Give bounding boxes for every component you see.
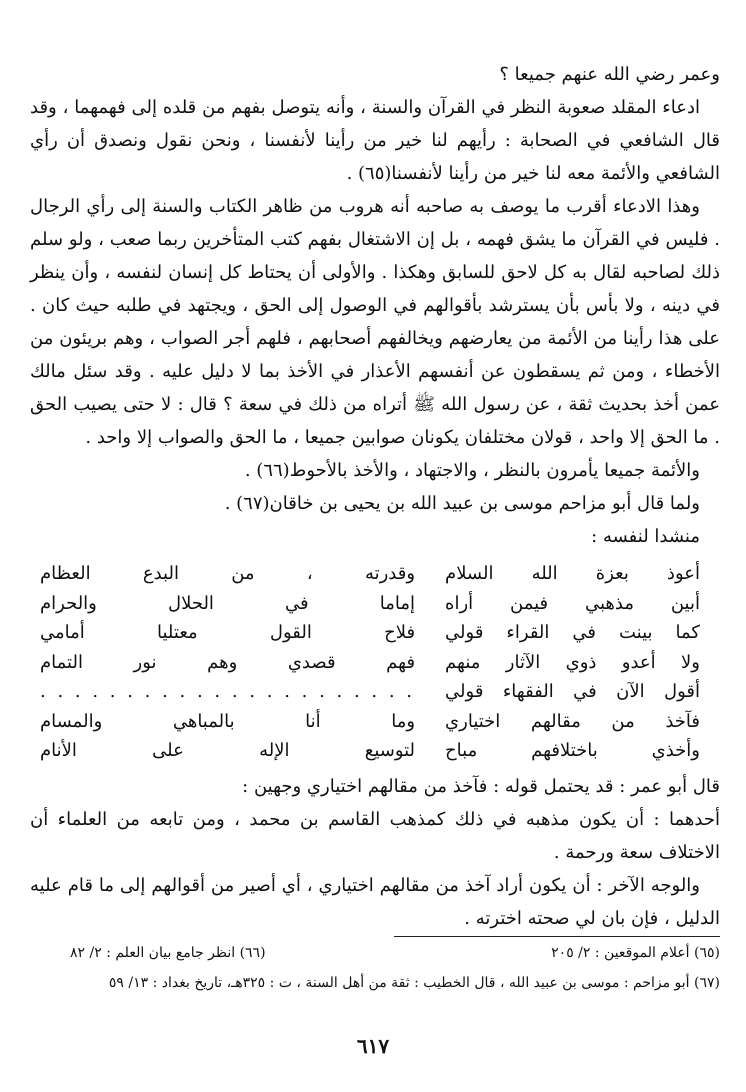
paragraph-imams: والأئمة جميعا يأمرون بالنظر ، والاجتهاد ، والأخذ بالأحوط(٦٦) . bbox=[244, 460, 700, 481]
poem bbox=[40, 559, 700, 766]
verse-line: أعوذ بعزة الله السلام bbox=[445, 563, 700, 584]
verse-line: كما بينت في القراء قولي bbox=[445, 622, 700, 643]
footnote-65: (٦٥) أعلام الموقعين : ٢/ ٢٠٥ bbox=[551, 945, 720, 961]
paragraph-recitation: منشدا لنفسه : bbox=[591, 526, 700, 547]
verse-line: لتوسيع الإله على الأنام bbox=[40, 740, 416, 761]
paragraph-abu-muzahim: ولما قال أبو مزاحم موسى بن عبيد الله بن يحيى بن خاقان(٦٧) . bbox=[224, 493, 700, 514]
paragraph-first-aspect: أحدهما : أن يكون مذهبه في ذلك كمذهب القاسم بن محمد ، ومن تابعه من العلماء أن الاختلاف سعة ورحمة . bbox=[30, 808, 720, 863]
poem-second-hemistichs bbox=[40, 559, 415, 766]
verse-line: فلاح القول معتليا أمامي bbox=[40, 622, 416, 643]
footnote-66: (٦٦) انظر جامع بيان العلم : ٢/ ٨٢ bbox=[70, 945, 266, 961]
verse-ellipsis: . . . . . . . . . . . . . . . . . . . . . . bbox=[40, 681, 416, 702]
paragraph-refutation: وهذا الادعاء أقرب ما يوصف به صاحبه أنه هروب من ظاهر الكتاب والسنة إلى رأي الرجال . فليس في القرآن ما يشق فهمه ، بل إن الاشتغال بفهم كتب المتأخرين ربما صعب ، ولو سلم ذلك لصاحبه لقال به كل لاحق للسابق وهكذا . والأولى أن يحتاط كل إنسان لنفسه ، وأن ينظر في دينه ، ولا بأس بأن يسترشد بأقوالهم في الوصول إلى الحق ، ويجتهد في طلبه حيث كان . على هذا رأينا من الأئمة من يعارضهم ويخالفهم أصحابهم ، فلهم أجر الصواب ، وهم بريئون من الأخطاء ، ومن ثم يسقطون عن أنفسهم الأعذار في الأخذ بما لا دليل عليه . وقد سئل مالك عمن أخذ بحديث ثقة ، عن رسول الله ﷺ أتراه من ذلك في سعة ؟ قال : لا حتى يصيب الحق . ما الحق إلا واحد ، قولان مختلفان يكونان صوابين جميعا ، ما الحق والصواب إلا واحد . bbox=[30, 196, 720, 448]
page-number: ٦١٧ bbox=[356, 1034, 390, 1058]
paragraph-claim: ادعاء المقلد صعوبة النظر في القرآن والسنة ، وأنه يتوصل بفهم من قلده إلى فهمهما ، وقد قال الشافعي في الصحابة : رأيهم لنا خير من رأينا لأنفسنا ، ونحن نقول ونصدق أن رأي الشافعي والأئمة معه لنا خير من رأينا لأنفسنا(٦٥) . bbox=[30, 97, 720, 184]
paragraph-second-aspect: والوجه الآخر : أن يكون أراد آخذ من مقالهم اختياري ، أي أصير من أقوالهم إلى ما قام عليه الدليل ، فإن بان لي صحته اخترته . bbox=[30, 874, 720, 929]
footnote-divider bbox=[394, 936, 720, 937]
verse-line: وأخذي باختلافهم مباح bbox=[445, 740, 700, 761]
verse-line: إماما في الحلال والحرام bbox=[40, 592, 416, 614]
verse-line: فهم قصدي وهم نور التمام bbox=[40, 651, 416, 673]
verse-line: ولا أعدو ذوي الآثار منهم bbox=[445, 651, 700, 673]
footnote-row bbox=[30, 938, 720, 968]
verse-line: وما أنا بالمباهي والمسام bbox=[40, 710, 416, 732]
paragraph-abu-umar: قال أبو عمر : قد يحتمل قوله : فآخذ من مقالهم اختياري وجهين : bbox=[242, 775, 720, 797]
page-body bbox=[30, 58, 720, 935]
verse-line: أبين مذهبي فيمن أراه bbox=[445, 592, 700, 614]
poem-first-hemistichs bbox=[445, 559, 700, 766]
verse-line: أقول الآن في الفقهاء قولي bbox=[445, 681, 700, 702]
paragraph-intro: وعمر رضي الله عنهم جميعا ؟ bbox=[499, 64, 720, 85]
verse-line: فآخذ من مقالهم اختياري bbox=[445, 710, 700, 732]
footnotes bbox=[30, 938, 720, 998]
verse-line: وقدرته ، من البدع العظام bbox=[40, 563, 416, 584]
footnote-67: (٦٧) أبو مزاحم : موسى بن عبيد الله ، قال الخطيب : ثقة من أهل السنة ، ت : ٣٢٥هـ، تاريخ بغداد : ١٣/ ٥٩ bbox=[108, 975, 720, 991]
